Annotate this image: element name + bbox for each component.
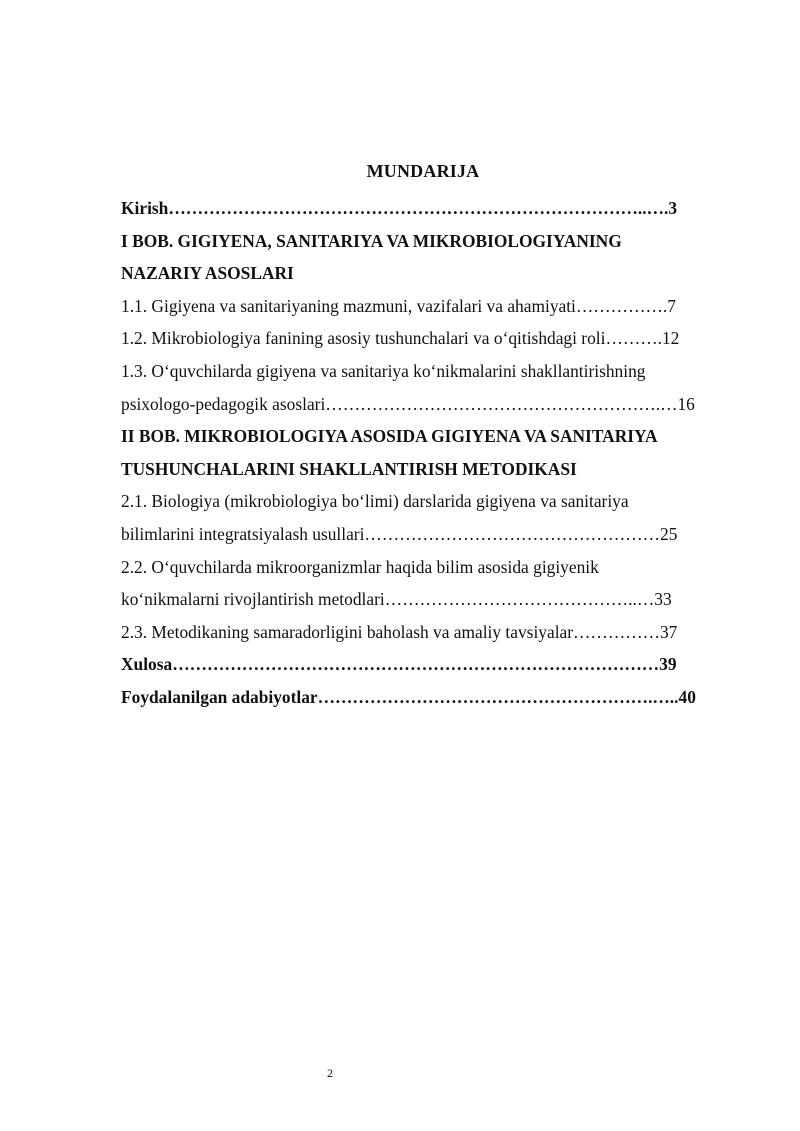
toc-entry-2-2-line-2 (121, 583, 724, 616)
toc-entry-2-2-line-1 (121, 551, 724, 584)
toc-entry-text: 1.2. Mikrobiologiya fanining asosiy tushunchalari va oʻqitishdagi roli……….12 (121, 328, 680, 349)
toc-entry-kirish (121, 192, 724, 225)
toc-entry-text: 1.1. Gigiyena va sanitariyaning mazmuni, vazifalari va ahamiyati…………….7 (121, 295, 676, 316)
toc-entry-text: Xulosa…………………………………………………………………………39 (121, 654, 677, 675)
page-number: 2 (327, 1066, 333, 1080)
toc-entry-1-1 (121, 290, 724, 323)
toc-entry-text: 1.3. Oʻquvchilarda gigiyena va sanitariya koʻnikmalarini shakllantirishning (121, 360, 646, 381)
toc-entry-text: 2.3. Metodikaning samaradorligini baholash va amaliy tavsiyalar……………37 (121, 621, 678, 642)
toc-entry-text: 2.1. Biologiya (mikrobiologiya boʻlimi) darslarida gigiyena va sanitariya (121, 491, 629, 512)
toc-title: MUNDARIJA (366, 161, 480, 181)
toc-entry-text: NAZARIY ASOSLARI (121, 263, 294, 284)
toc-entry-text: bilimlarini integratsiyalash usullari……………………………………………25 (121, 523, 678, 544)
toc-entry-text: 2.2. Oʻquvchilarda mikroorganizmlar haqida bilim asosida gigiyenik (121, 556, 599, 577)
toc-entry-xulosa (121, 648, 724, 681)
toc-chapter-2-heading-line-1 (121, 420, 724, 453)
table-of-contents (121, 192, 724, 714)
toc-chapter-1-heading-line-2 (121, 257, 724, 290)
toc-entry-text: psixologo-pedagogik asoslari………………………………………………….…16 (121, 393, 695, 414)
toc-entry-text: Kirish………………………………………………………………………..….3 (121, 198, 678, 218)
toc-entry-text: TUSHUNCHALARINI SHAKLLANTIRISH METODIKASI (121, 458, 577, 479)
toc-entry-1-3-line-2 (121, 388, 724, 421)
toc-chapter-1-heading-line-1 (121, 225, 724, 258)
toc-entry-2-1-line-1 (121, 485, 724, 518)
toc-entry-1-3-line-1 (121, 355, 724, 388)
toc-entry-2-3 (121, 616, 724, 649)
toc-entry-1-2 (121, 322, 724, 355)
toc-entry-text: koʻnikmalarni rivojlantirish metodlari……………………………………..…33 (121, 589, 672, 610)
toc-chapter-2-heading-line-2 (121, 453, 724, 486)
toc-entry-bibliography (121, 681, 724, 714)
toc-entry-text: Foydalanilgan adabiyotlar………………………………………………….…..40 (121, 686, 696, 707)
toc-entry-text: I BOB. GIGIYENA, SANITARIYA VA MIKROBIOLOGIYANING (121, 230, 622, 251)
toc-entry-2-1-line-2 (121, 518, 724, 551)
toc-entry-text: II BOB. MIKROBIOLOGIYA ASOSIDA GIGIYENA VA SANITARIYA (121, 426, 658, 447)
